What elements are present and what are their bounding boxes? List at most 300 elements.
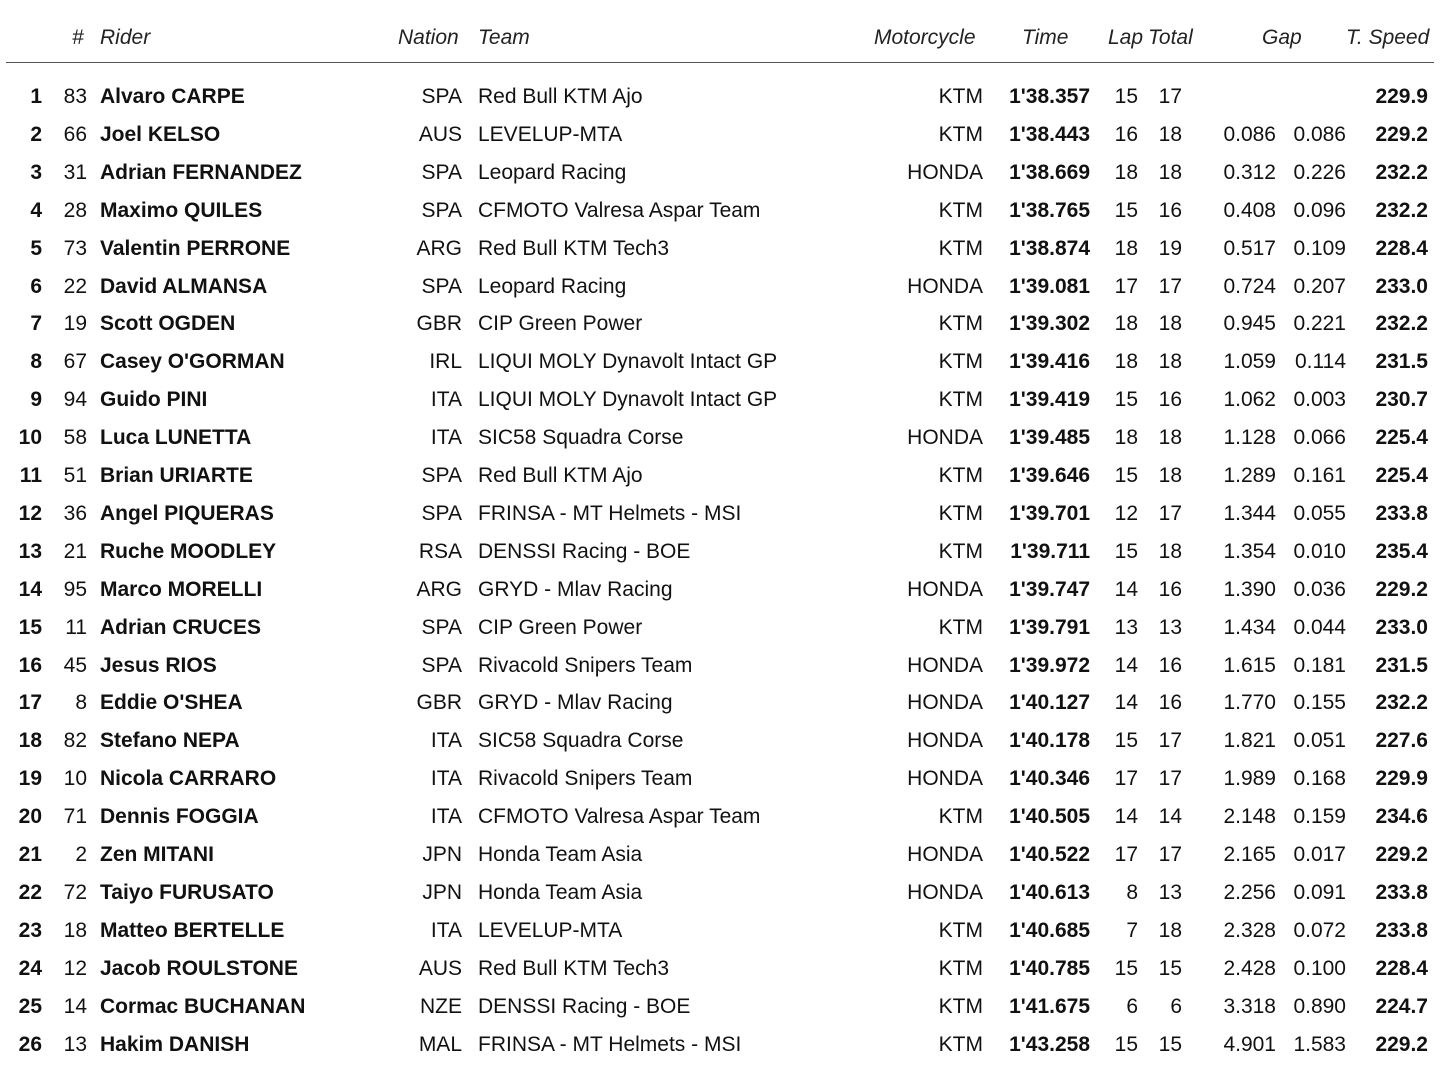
best-lap: 8: [1126, 880, 1138, 904]
rider-number: 10: [63, 767, 87, 791]
rider-name: Stefano NEPA: [100, 729, 240, 753]
rider-number: 22: [63, 274, 87, 298]
top-speed: 229.9: [1375, 767, 1428, 791]
lap-time: 1'38.874: [1009, 236, 1090, 260]
nation: SPA: [421, 85, 462, 108]
gap-previous: 0.159: [1293, 805, 1346, 829]
gap-previous: 0.051: [1293, 729, 1346, 753]
header-rider: Rider: [100, 26, 151, 49]
header-gap: Gap: [1262, 26, 1302, 49]
gap-first: 0.517: [1223, 236, 1276, 260]
motorcycle: HONDA: [907, 767, 983, 791]
top-speed: 229.2: [1375, 1032, 1428, 1056]
table-row: [0, 766, 1444, 804]
total-laps: 17: [1158, 729, 1182, 753]
rider-number: 2: [75, 843, 87, 866]
nation: IRL: [429, 350, 462, 374]
team-name: FRINSA - MT Helmets - MSI: [478, 1032, 742, 1056]
team-name: Leopard Racing: [478, 274, 627, 298]
rider-name: Taiyo FURUSATO: [100, 880, 274, 904]
top-speed: 235.4: [1375, 539, 1428, 563]
position: 8: [30, 350, 42, 374]
gap-first: 1.059: [1223, 350, 1276, 374]
nation: GBR: [416, 691, 462, 715]
team-name: Red Bull KTM Ajo: [478, 85, 643, 108]
position: 11: [19, 464, 42, 487]
total-laps: 16: [1158, 198, 1182, 222]
position: 21: [18, 843, 42, 866]
nation: GBR: [416, 312, 462, 336]
nation: SPA: [421, 160, 462, 184]
gap-first: 1.615: [1223, 653, 1276, 677]
team-name: CIP Green Power: [478, 615, 643, 639]
gap-previous: 0.066: [1293, 426, 1346, 450]
rider-name: Adrian CRUCES: [100, 615, 262, 639]
gap-previous: 0.226: [1293, 160, 1346, 184]
nation: SPA: [421, 501, 462, 525]
header-total: Total: [1148, 26, 1193, 49]
table-row: [0, 615, 1444, 653]
top-speed: 233.8: [1375, 880, 1428, 904]
rider-number: 19: [63, 312, 87, 336]
position: 20: [18, 805, 42, 829]
top-speed: 224.7: [1375, 994, 1428, 1018]
top-speed: 232.2: [1375, 160, 1428, 184]
table-row: [0, 501, 1444, 539]
table-row: [0, 425, 1444, 463]
top-speed: 225.4: [1375, 426, 1428, 450]
gap-previous: 0.221: [1293, 312, 1346, 336]
rider-number: 14: [63, 994, 87, 1018]
header-speed: T. Speed: [1346, 26, 1430, 49]
gap-previous: 1.583: [1293, 1032, 1346, 1056]
rider-name: Adrian FERNANDEZ: [100, 160, 302, 184]
top-speed: 230.7: [1375, 388, 1428, 412]
team-name: SIC58 Squadra Corse: [478, 729, 684, 753]
gap-previous: 0.044: [1293, 615, 1346, 639]
position: 15: [18, 615, 42, 639]
rider-number: 94: [63, 388, 87, 412]
nation: ARG: [416, 577, 462, 601]
team-name: Red Bull KTM Tech3: [478, 236, 670, 260]
table-row: [0, 274, 1444, 312]
rider-name: Dennis FOGGIA: [100, 805, 259, 829]
team-name: Rivacold Snipers Team: [478, 767, 693, 791]
top-speed: 232.2: [1375, 691, 1428, 715]
top-speed: 232.2: [1375, 312, 1428, 336]
best-lap: 12: [1114, 501, 1138, 525]
motorcycle: HONDA: [907, 653, 983, 677]
gap-previous: 0.161: [1293, 464, 1346, 487]
rider-number: 67: [63, 350, 87, 374]
team-name: FRINSA - MT Helmets - MSI: [478, 501, 742, 525]
top-speed: 233.8: [1375, 918, 1428, 942]
total-laps: 16: [1158, 653, 1182, 677]
best-lap: 6: [1126, 994, 1138, 1018]
total-laps: 17: [1158, 85, 1182, 108]
team-name: Rivacold Snipers Team: [478, 653, 693, 677]
nation: SPA: [421, 615, 462, 639]
gap-first: 0.408: [1223, 198, 1276, 222]
top-speed: 232.2: [1375, 198, 1428, 222]
rider-name: Guido PINI: [100, 388, 208, 412]
total-laps: 18: [1158, 464, 1182, 487]
gap-previous: 0.100: [1293, 956, 1346, 980]
total-laps: 18: [1158, 539, 1182, 563]
total-laps: 16: [1158, 577, 1182, 601]
header-nation: Nation: [398, 26, 459, 49]
best-lap: 15: [1114, 539, 1138, 563]
motorcycle: KTM: [938, 994, 983, 1018]
best-lap: 14: [1114, 653, 1138, 677]
best-lap: 17: [1114, 767, 1138, 791]
total-laps: 18: [1158, 160, 1182, 184]
lap-time: 1'40.505: [1009, 805, 1090, 829]
nation: JPN: [422, 880, 462, 904]
table-row: [0, 198, 1444, 236]
nation: ITA: [430, 918, 462, 942]
motorcycle: HONDA: [907, 691, 983, 715]
table-row: [0, 539, 1444, 577]
lap-time: 1'40.346: [1009, 767, 1090, 791]
table-row: [0, 236, 1444, 274]
gap-first: 2.165: [1223, 843, 1276, 866]
gap-previous: 0.017: [1293, 843, 1346, 866]
team-name: LEVELUP-MTA: [478, 122, 623, 146]
position: 18: [18, 729, 42, 753]
top-speed: 233.0: [1375, 615, 1428, 639]
motorcycle: KTM: [938, 236, 983, 260]
total-laps: 17: [1158, 843, 1182, 866]
gap-first: 1.062: [1223, 388, 1276, 412]
rider-number: 11: [65, 615, 87, 639]
lap-time: 1'40.785: [1009, 956, 1090, 980]
rider-name: Brian URIARTE: [100, 464, 253, 487]
team-name: Leopard Racing: [478, 160, 627, 184]
nation: ITA: [430, 426, 462, 450]
top-speed: 229.2: [1375, 577, 1428, 601]
lap-time: 1'39.419: [1009, 388, 1090, 412]
rider-number: 13: [63, 1032, 87, 1056]
position: 5: [30, 236, 42, 260]
total-laps: 16: [1158, 691, 1182, 715]
gap-first: 2.328: [1223, 918, 1276, 942]
best-lap: 18: [1114, 426, 1138, 450]
position: 19: [18, 767, 42, 791]
lap-time: 1'40.178: [1009, 729, 1090, 753]
team-name: Honda Team Asia: [478, 843, 643, 866]
rider-number: 66: [63, 122, 87, 146]
gap-previous: 0.155: [1293, 691, 1346, 715]
lap-time: 1'39.747: [1009, 577, 1090, 601]
position: 7: [30, 312, 42, 336]
nation: ITA: [430, 388, 462, 412]
gap-first: 1.344: [1223, 501, 1276, 525]
best-lap: 15: [1114, 729, 1138, 753]
gap-first: 2.428: [1223, 956, 1276, 980]
total-laps: 13: [1158, 880, 1182, 904]
rider-name: Cormac BUCHANAN: [100, 994, 306, 1018]
total-laps: 14: [1158, 805, 1182, 829]
header-motorcycle: Motorcycle: [874, 26, 976, 49]
gap-first: 2.148: [1223, 805, 1276, 829]
position: 10: [18, 426, 42, 450]
rider-number: 8: [75, 691, 87, 715]
lap-time: 1'38.669: [1009, 160, 1090, 184]
gap-previous: 0.207: [1293, 274, 1346, 298]
rider-number: 83: [63, 85, 87, 108]
position: 16: [18, 653, 42, 677]
lap-time: 1'43.258: [1009, 1032, 1090, 1056]
position: 3: [30, 160, 42, 184]
nation: ITA: [430, 805, 462, 829]
gap-previous: 0.168: [1293, 767, 1346, 791]
best-lap: 15: [1114, 85, 1138, 108]
table-row: [0, 728, 1444, 766]
rider-number: 36: [63, 501, 87, 525]
motorcycle: HONDA: [907, 729, 983, 753]
header-time: Time: [1022, 26, 1069, 49]
table-row: [0, 1032, 1444, 1070]
header-num: #: [72, 26, 84, 49]
team-name: CFMOTO Valresa Aspar Team: [478, 198, 761, 222]
rider-number: 71: [63, 805, 87, 829]
table-row: [0, 653, 1444, 691]
best-lap: 13: [1114, 615, 1138, 639]
total-laps: 18: [1158, 312, 1182, 336]
table-row: [0, 463, 1444, 501]
total-laps: 18: [1158, 918, 1182, 942]
lap-time: 1'40.685: [1009, 918, 1090, 942]
best-lap: 18: [1114, 160, 1138, 184]
total-laps: 19: [1158, 236, 1182, 260]
nation: JPN: [422, 843, 462, 866]
top-speed: 229.9: [1375, 85, 1428, 108]
position: 24: [18, 956, 42, 980]
top-speed: 231.5: [1375, 653, 1428, 677]
table-row: [0, 160, 1444, 198]
team-name: LIQUI MOLY Dynavolt Intact GP: [478, 350, 778, 374]
nation: NZE: [420, 994, 462, 1018]
motorcycle: HONDA: [907, 880, 983, 904]
gap-previous: 0.096: [1293, 198, 1346, 222]
rider-name: Matteo BERTELLE: [100, 918, 285, 942]
best-lap: 15: [1114, 198, 1138, 222]
header-team: Team: [478, 26, 530, 49]
gap-previous: 0.109: [1293, 236, 1346, 260]
position: 14: [18, 577, 42, 601]
best-lap: 15: [1114, 1032, 1138, 1056]
table-row: [0, 804, 1444, 842]
rider-number: 28: [63, 198, 87, 222]
nation: SPA: [421, 464, 462, 487]
table-row: [0, 577, 1444, 615]
motorcycle: KTM: [938, 122, 983, 146]
gap-first: 1.128: [1223, 426, 1276, 450]
motorcycle: HONDA: [907, 274, 983, 298]
rider-number: 73: [63, 236, 87, 260]
motorcycle: KTM: [938, 350, 983, 374]
rider-name: Casey O'GORMAN: [100, 350, 285, 374]
total-laps: 18: [1158, 350, 1182, 374]
motorcycle: KTM: [938, 464, 983, 487]
top-speed: 229.2: [1375, 843, 1428, 866]
team-name: CIP Green Power: [478, 312, 643, 336]
rider-number: 21: [63, 539, 87, 563]
rider-number: 72: [63, 880, 87, 904]
table-row: [0, 122, 1444, 160]
rider-name: Alvaro CARPE: [100, 85, 245, 108]
position: 26: [18, 1032, 42, 1056]
team-name: GRYD - Mlav Racing: [478, 691, 673, 715]
motorcycle: KTM: [938, 805, 983, 829]
team-name: Honda Team Asia: [478, 880, 643, 904]
gap-first: 1.989: [1223, 767, 1276, 791]
table-row: [0, 349, 1444, 387]
motorcycle: KTM: [938, 615, 983, 639]
gap-previous: 0.086: [1293, 122, 1346, 146]
top-speed: 233.0: [1375, 274, 1428, 298]
gap-previous: 0.091: [1293, 880, 1346, 904]
lap-time: 1'39.646: [1009, 464, 1090, 487]
motorcycle: KTM: [938, 956, 983, 980]
team-name: DENSSI Racing - BOE: [478, 994, 691, 1018]
table-row: [0, 387, 1444, 425]
total-laps: 17: [1158, 501, 1182, 525]
total-laps: 18: [1158, 426, 1182, 450]
gap-first: 1.390: [1223, 577, 1276, 601]
table-header: [0, 26, 1444, 56]
position: 6: [30, 274, 42, 298]
table-row: [0, 994, 1444, 1032]
nation: SPA: [421, 198, 462, 222]
table-row: [0, 956, 1444, 994]
motorcycle: KTM: [938, 539, 983, 563]
team-name: SIC58 Squadra Corse: [478, 426, 684, 450]
total-laps: 18: [1158, 122, 1182, 146]
top-speed: 225.4: [1375, 464, 1428, 487]
nation: ITA: [430, 729, 462, 753]
rider-number: 82: [63, 729, 87, 753]
gap-first: 1.354: [1223, 539, 1276, 563]
gap-first: 1.289: [1223, 464, 1276, 487]
gap-previous: 0.114: [1295, 350, 1346, 374]
rider-name: Joel KELSO: [100, 122, 221, 146]
best-lap: 15: [1114, 388, 1138, 412]
best-lap: 16: [1114, 122, 1138, 146]
motorcycle: HONDA: [907, 577, 983, 601]
motorcycle: HONDA: [907, 843, 983, 866]
total-laps: 15: [1158, 956, 1182, 980]
rider-name: Eddie O'SHEA: [100, 691, 243, 715]
gap-first: 0.945: [1223, 312, 1276, 336]
best-lap: 14: [1114, 805, 1138, 829]
total-laps: 17: [1158, 274, 1182, 298]
rider-name: Nicola CARRARO: [100, 767, 277, 791]
rider-name: Marco MORELLI: [100, 577, 263, 601]
rider-number: 31: [63, 160, 87, 184]
position: 17: [18, 691, 42, 715]
rider-name: David ALMANSA: [100, 274, 268, 298]
motorcycle: KTM: [938, 312, 983, 336]
rider-name: Hakim DANISH: [100, 1032, 250, 1056]
nation: ARG: [416, 236, 462, 260]
nation: ITA: [430, 767, 462, 791]
lap-time: 1'39.485: [1009, 426, 1090, 450]
lap-time: 1'41.675: [1009, 994, 1090, 1018]
nation: MAL: [418, 1032, 462, 1056]
nation: SPA: [421, 274, 462, 298]
position: 4: [30, 198, 42, 222]
best-lap: 15: [1114, 464, 1138, 487]
position: 9: [30, 388, 42, 412]
position: 23: [18, 918, 42, 942]
top-speed: 231.5: [1375, 350, 1428, 374]
team-name: LEVELUP-MTA: [478, 918, 623, 942]
gap-first: 0.086: [1223, 122, 1276, 146]
total-laps: 15: [1158, 1032, 1182, 1056]
gap-first: 4.901: [1223, 1032, 1276, 1056]
rider-number: 45: [63, 653, 87, 677]
rider-name: Valentin PERRONE: [100, 236, 291, 260]
gap-first: 3.318: [1223, 994, 1276, 1018]
position: 25: [18, 994, 42, 1018]
team-name: Red Bull KTM Tech3: [478, 956, 670, 980]
top-speed: 229.2: [1375, 122, 1428, 146]
best-lap: 18: [1114, 312, 1138, 336]
position: 13: [18, 539, 42, 563]
motorcycle: KTM: [938, 1032, 983, 1056]
table-row: [0, 311, 1444, 349]
motorcycle: KTM: [938, 198, 983, 222]
lap-time: 1'40.127: [1009, 691, 1090, 715]
lap-time: 1'39.081: [1009, 274, 1090, 298]
table-row: [0, 690, 1444, 728]
nation: SPA: [421, 653, 462, 677]
motorcycle: KTM: [938, 918, 983, 942]
total-laps: 6: [1170, 994, 1182, 1018]
nation: AUS: [418, 122, 462, 146]
team-name: LIQUI MOLY Dynavolt Intact GP: [478, 388, 778, 412]
best-lap: 7: [1126, 918, 1138, 942]
top-speed: 228.4: [1375, 236, 1428, 260]
rider-number: 18: [63, 918, 87, 942]
gap-first: 1.821: [1223, 729, 1276, 753]
table-row: [0, 84, 1444, 122]
rider-number: 95: [63, 577, 87, 601]
position: 22: [18, 880, 42, 904]
rider-name: Jesus RIOS: [100, 653, 217, 677]
nation: AUS: [418, 956, 462, 980]
best-lap: 17: [1114, 843, 1138, 866]
best-lap: 14: [1114, 577, 1138, 601]
gap-first: 0.312: [1223, 160, 1276, 184]
lap-time: 1'39.701: [1009, 501, 1090, 525]
team-name: Red Bull KTM Ajo: [478, 464, 643, 487]
rider-name: Angel PIQUERAS: [100, 501, 274, 525]
top-speed: 227.6: [1375, 729, 1428, 753]
team-name: GRYD - Mlav Racing: [478, 577, 673, 601]
top-speed: 233.8: [1375, 501, 1428, 525]
rider-name: Scott OGDEN: [100, 312, 236, 336]
lap-time: 1'40.613: [1009, 880, 1090, 904]
lap-time: 1'38.357: [1009, 85, 1090, 108]
table-row: [0, 918, 1444, 956]
lap-time: 1'40.522: [1009, 843, 1090, 866]
header-lap: Lap: [1108, 26, 1144, 49]
gap-previous: 0.010: [1293, 539, 1346, 563]
rider-name: Maximo QUILES: [100, 198, 263, 222]
